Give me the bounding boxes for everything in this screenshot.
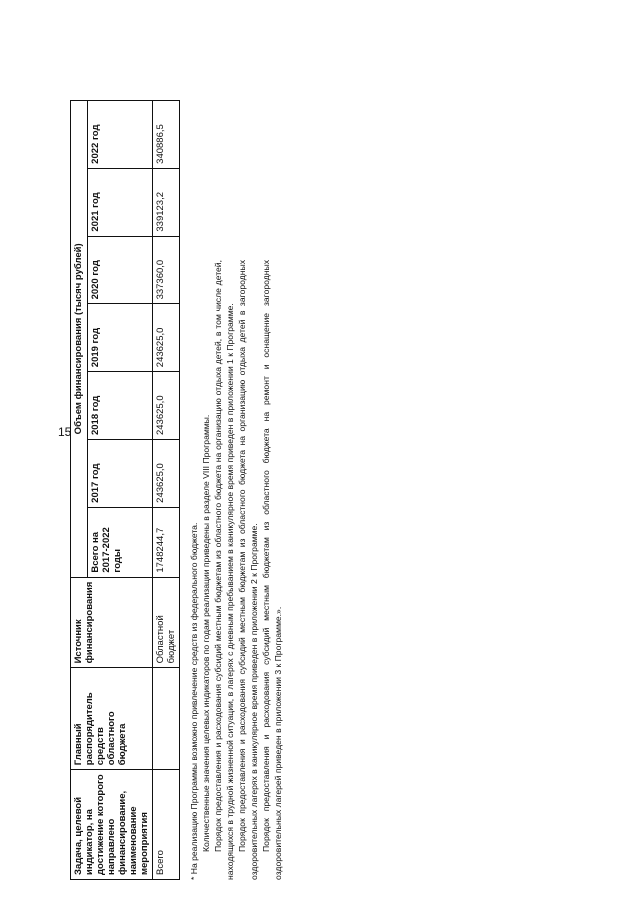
header-task: Задача, целевой индикатор, на достижение которого направлено финансирование, наименование мероприятия bbox=[71, 770, 153, 880]
note-annex-3: Порядок предоставления и расходования субсидий местным бюджетам из областного бюджета на ремонт и оснащение загородных оздоровительных лагерей приведен в приложении 3 к Программе.». bbox=[261, 260, 283, 880]
header-year: 2018 год bbox=[88, 372, 153, 440]
header-administrator: Главный распорядитель средств областного бюджета bbox=[71, 668, 153, 770]
cell-source: Областной бюджет bbox=[153, 577, 180, 668]
cell-year-value: 243625,0 bbox=[153, 440, 180, 508]
notes bbox=[188, 260, 284, 880]
cell-total: 1748244,7 bbox=[153, 507, 180, 577]
header-year: 2020 год bbox=[88, 236, 153, 304]
page-number: 15 bbox=[58, 425, 72, 439]
rotated-content bbox=[70, 100, 330, 880]
cell-task: Всего bbox=[153, 770, 180, 880]
cell-year-value: 243625,0 bbox=[153, 304, 180, 372]
header-year: 2019 год bbox=[88, 304, 153, 372]
cell-year-value: 340886,5 bbox=[153, 101, 180, 169]
header-source: Источник финансирования bbox=[71, 577, 153, 668]
header-year: 2021 год bbox=[88, 168, 153, 236]
note-indicators: Количественные значения целевых индикаторов по годам реализации приведены в разделе VIII Программы. bbox=[201, 414, 211, 852]
financing-table bbox=[70, 100, 180, 880]
header-volume: Объем финансирования (тысяч рублей) bbox=[71, 101, 88, 578]
cell-year-value: 339123,2 bbox=[153, 168, 180, 236]
table-row bbox=[153, 101, 180, 880]
header-total: Всего на 2017-2022 годы bbox=[88, 507, 153, 577]
header-year: 2017 год bbox=[88, 440, 153, 508]
header-year: 2022 год bbox=[88, 101, 153, 169]
note-annex-1: Порядок предоставления и расходования субсидий местным бюджетам из областного бюджета на организацию отдыха детей, в том числе детей, находящихся в трудной жизненной ситуации, в лагерях с дневным пребыванием в каникулярное время приведен в приложении 1 к Программе. bbox=[213, 260, 235, 880]
cell-year-value: 243625,0 bbox=[153, 372, 180, 440]
cell-year-value: 337360,0 bbox=[153, 236, 180, 304]
cell-administrator bbox=[153, 668, 180, 770]
note-federal: * На реализацию Программы возможно привлечение средств из федерального бюджета. bbox=[189, 522, 199, 880]
note-annex-2: Порядок предоставления и расходования субсидий местным бюджетам из областного бюджета на организацию отдыха детей в загородных оздоровительных лагерях в каникулярное время приведен в приложении 2 к Программе. bbox=[237, 260, 259, 880]
